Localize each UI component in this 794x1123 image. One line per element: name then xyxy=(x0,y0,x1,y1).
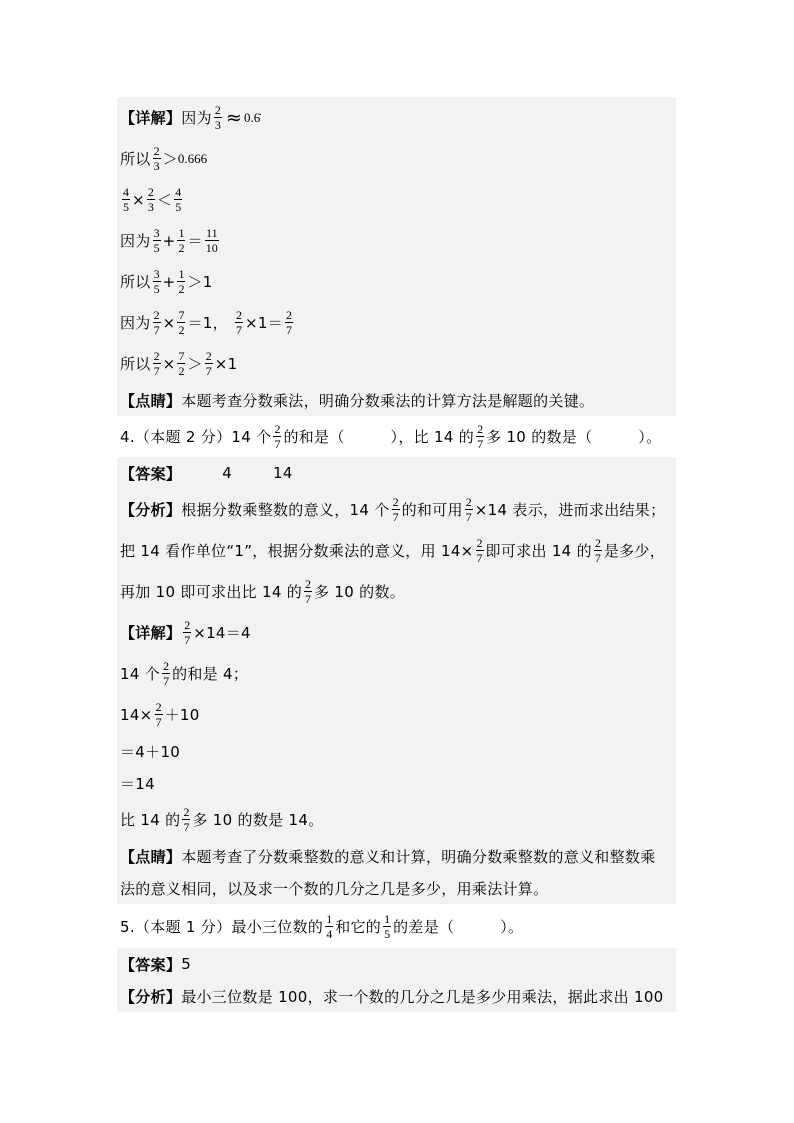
text-run: 的和是 4； xyxy=(172,665,249,683)
text-line xyxy=(117,97,676,138)
fraction-denominator: 7 xyxy=(205,364,212,378)
text-run: 多 10 的数。 xyxy=(314,583,406,601)
fraction-numerator: 7 xyxy=(178,308,185,322)
fraction-numerator: 2 xyxy=(274,422,281,436)
fraction xyxy=(383,913,391,940)
fraction-denominator: 7 xyxy=(153,364,160,378)
text-run: 因为 xyxy=(120,232,151,250)
section-label: 【详解】 xyxy=(120,109,182,127)
fraction-numerator: 1 xyxy=(178,226,185,240)
fraction-numerator: 2 xyxy=(305,577,312,591)
fraction xyxy=(304,578,312,605)
fraction xyxy=(205,227,219,254)
fraction-numerator: 1 xyxy=(326,911,333,926)
text-run: 因为 xyxy=(181,109,212,127)
fraction xyxy=(235,309,243,336)
fraction-numerator: 7 xyxy=(178,349,185,363)
math-expression: 0.666 xyxy=(177,150,208,166)
fraction-numerator: 2 xyxy=(163,659,170,673)
text-run: ＜ xyxy=(156,191,173,209)
fraction-denominator: 7 xyxy=(305,592,312,606)
text-run: 是多少， xyxy=(603,542,666,560)
text-line xyxy=(117,457,676,489)
fraction-denominator: 2 xyxy=(178,241,185,255)
text-run: 即可求出 14 的 xyxy=(485,542,592,560)
worksheet-page xyxy=(117,97,676,1012)
fraction xyxy=(177,268,185,295)
fraction-numerator: 3 xyxy=(153,226,160,240)
fraction xyxy=(153,145,161,172)
fraction-numerator: 1 xyxy=(384,911,391,926)
text-run: × xyxy=(132,190,145,209)
fraction xyxy=(162,660,170,687)
fraction xyxy=(325,913,333,940)
fraction-numerator: 2 xyxy=(184,618,191,632)
fraction-denominator: 3 xyxy=(214,118,221,132)
text-run: × xyxy=(162,313,176,332)
fraction-denominator: 3 xyxy=(147,200,154,214)
fraction xyxy=(476,537,484,564)
text-run: 5 xyxy=(181,955,192,973)
text-line xyxy=(117,384,676,416)
answer-value: 4 xyxy=(222,464,233,482)
fraction xyxy=(273,423,281,450)
fraction xyxy=(392,496,400,523)
fraction-numerator: 11 xyxy=(206,226,218,240)
text-run: 把 14 看作单位“1”，根据分数乘法的意义，用 14× xyxy=(120,542,474,560)
fraction-numerator: 2 xyxy=(214,103,221,117)
fraction xyxy=(177,350,185,377)
text-run: 多 10 的数是 14。 xyxy=(192,811,324,829)
text-run: ＞1 xyxy=(187,273,213,291)
text-run: ＞ xyxy=(187,355,203,373)
fraction xyxy=(594,537,602,564)
text-line xyxy=(117,343,676,384)
question-5 xyxy=(117,904,676,948)
fraction xyxy=(214,104,222,131)
text-run: 14 个 xyxy=(120,665,161,683)
text-run: 比 14 的 xyxy=(120,811,181,829)
fraction-numerator: 3 xyxy=(153,267,160,281)
math-expression: 0.6̇ xyxy=(244,109,261,125)
fraction-numerator: 2 xyxy=(286,308,293,322)
fraction-numerator: 2 xyxy=(155,700,162,714)
text-run: ＝14 xyxy=(120,774,155,793)
text-run: 5.（本题 1 分）最小三位数的 xyxy=(120,917,324,936)
fraction-denominator: 7 xyxy=(392,510,399,524)
q3-solution-block xyxy=(117,97,676,416)
fraction xyxy=(465,496,473,523)
text-run: 的和是（ ），比 14 的 xyxy=(283,428,475,446)
text-run: 本题考查了分数乘整数的意义和计算，明确分数乘整数的意义和整数乘 xyxy=(181,847,656,866)
text-line xyxy=(117,653,676,694)
fraction-denominator: 7 xyxy=(594,551,601,565)
text-run: 法的意义相同，以及求一个数的几分之几是多少，用乘法计算。 xyxy=(120,879,549,898)
text-run: 本题考查分数乘法，明确分数乘法的计算方法是解题的关键。 xyxy=(181,391,595,410)
fraction-numerator: 4 xyxy=(123,185,129,199)
fraction-denominator: 7 xyxy=(286,323,293,337)
text-run: 因为 xyxy=(120,314,151,332)
fraction xyxy=(147,186,155,213)
fraction-denominator: 5 xyxy=(175,200,182,214)
text-run: 4.（本题 2 分）14 个 xyxy=(120,428,272,446)
fraction xyxy=(153,350,161,377)
fraction-denominator: 7 xyxy=(274,437,281,451)
text-run: ×1＝ xyxy=(245,314,284,332)
text-run: 最小三位数是 100，求一个数的几分之几是多少用乘法，据此求出 100 xyxy=(181,987,664,1006)
text-run: × xyxy=(162,354,176,373)
text-run: + xyxy=(162,231,176,250)
fraction-denominator: 7 xyxy=(153,323,160,337)
text-run: 所以 xyxy=(120,150,151,168)
fraction-denominator: 10 xyxy=(205,241,218,255)
fraction-numerator: 2 xyxy=(153,144,160,158)
text-run: ＝4＋10 xyxy=(120,742,181,761)
q5-solution-block xyxy=(117,948,676,1012)
text-line xyxy=(117,220,676,261)
fraction xyxy=(177,227,185,254)
text-line xyxy=(117,799,676,840)
text-run: + xyxy=(162,272,176,291)
fraction-numerator: 2 xyxy=(205,349,212,363)
fraction-denominator: 7 xyxy=(465,510,472,524)
text-run: 所以 xyxy=(120,355,151,373)
text-run: 和它的 xyxy=(335,917,382,936)
fraction-denominator: 5 xyxy=(123,200,129,214)
text-line xyxy=(117,840,676,872)
text-run: 再加 10 即可求出比 14 的 xyxy=(120,583,303,601)
fraction-numerator: 2 xyxy=(183,805,190,819)
section-label: 【分析】 xyxy=(120,501,182,519)
text-line xyxy=(117,138,676,179)
fraction-denominator: 7 xyxy=(163,674,170,688)
text-line xyxy=(117,612,676,653)
text-run: 多 10 的数是（ ）。 xyxy=(486,428,662,446)
text-run: 14× xyxy=(120,705,153,724)
fraction xyxy=(153,268,161,295)
fraction xyxy=(153,309,161,336)
fraction-numerator: 1 xyxy=(178,267,185,281)
fraction-denominator: 7 xyxy=(155,715,162,729)
section-label: 【点睛】 xyxy=(120,391,182,410)
fraction-numerator: 2 xyxy=(477,422,484,436)
fraction-denominator: 5 xyxy=(153,241,160,255)
fraction-numerator: 2 xyxy=(594,536,601,550)
fraction-numerator: 2 xyxy=(153,308,160,322)
question-4 xyxy=(117,416,676,457)
text-line xyxy=(117,694,676,735)
section-label: 【详解】 xyxy=(120,624,182,642)
fraction-numerator: 2 xyxy=(153,349,160,363)
fraction-denominator: 3 xyxy=(153,159,160,173)
fraction xyxy=(155,701,163,728)
fraction xyxy=(153,227,161,254)
fraction-denominator: 5 xyxy=(384,926,391,941)
section-label: 【答案】 xyxy=(120,464,182,483)
fraction-denominator: 7 xyxy=(236,323,242,337)
text-line xyxy=(117,571,676,612)
text-line xyxy=(117,980,676,1012)
text-run: ＝ xyxy=(187,232,203,250)
q4-solution-block xyxy=(117,457,676,904)
text-run: ×14＝4 xyxy=(193,624,251,642)
fraction xyxy=(174,186,182,213)
answer-value: 14 xyxy=(273,464,293,482)
section-label: 【答案】 xyxy=(120,955,182,974)
text-line xyxy=(117,416,676,457)
text-run: ×1 xyxy=(214,354,238,373)
fraction xyxy=(122,186,130,213)
fraction-denominator: 5 xyxy=(153,282,160,296)
text-run: 所以 xyxy=(120,273,151,291)
text-line xyxy=(117,948,676,980)
text-line xyxy=(117,735,676,767)
text-line xyxy=(117,489,676,530)
fraction-numerator: 2 xyxy=(236,308,242,322)
fraction-denominator: 2 xyxy=(178,323,185,337)
text-line xyxy=(117,767,676,799)
text-line xyxy=(117,872,676,904)
text-run: ＋10 xyxy=(164,706,200,724)
text-line xyxy=(117,530,676,571)
fraction-numerator: 4 xyxy=(175,185,182,199)
text-run: ×14 表示，进而求出结果； xyxy=(474,501,666,519)
text-run: 的差是（ ）。 xyxy=(393,917,524,936)
fraction xyxy=(285,309,293,336)
fraction-denominator: 2 xyxy=(178,364,185,378)
text-line xyxy=(117,302,676,343)
text-run: 的和可用 xyxy=(401,501,463,519)
text-line xyxy=(117,261,676,302)
fraction-denominator: 7 xyxy=(476,551,483,565)
fraction-numerator: 2 xyxy=(147,185,154,199)
fraction xyxy=(182,806,190,833)
text-line xyxy=(117,904,676,948)
text-run: 根据分数乘整数的意义，14 个 xyxy=(181,501,390,519)
fraction-denominator: 2 xyxy=(178,282,185,296)
fraction-denominator: 4 xyxy=(326,926,333,941)
fraction xyxy=(205,350,213,377)
fraction-denominator: 7 xyxy=(477,437,484,451)
text-run: ＝1， xyxy=(187,314,233,332)
section-label: 【点睛】 xyxy=(120,847,182,866)
section-label: 【分析】 xyxy=(120,987,182,1006)
fraction xyxy=(476,423,484,450)
fraction-denominator: 7 xyxy=(183,820,190,834)
fraction xyxy=(177,309,185,336)
fraction xyxy=(183,619,191,646)
fraction-denominator: 7 xyxy=(184,633,191,647)
fraction-numerator: 2 xyxy=(392,495,399,509)
math-symbol: ≈ xyxy=(225,106,243,129)
text-run: ＞ xyxy=(162,150,178,168)
fraction-numerator: 2 xyxy=(476,536,483,550)
text-line xyxy=(117,179,676,220)
fraction-numerator: 2 xyxy=(465,495,472,509)
